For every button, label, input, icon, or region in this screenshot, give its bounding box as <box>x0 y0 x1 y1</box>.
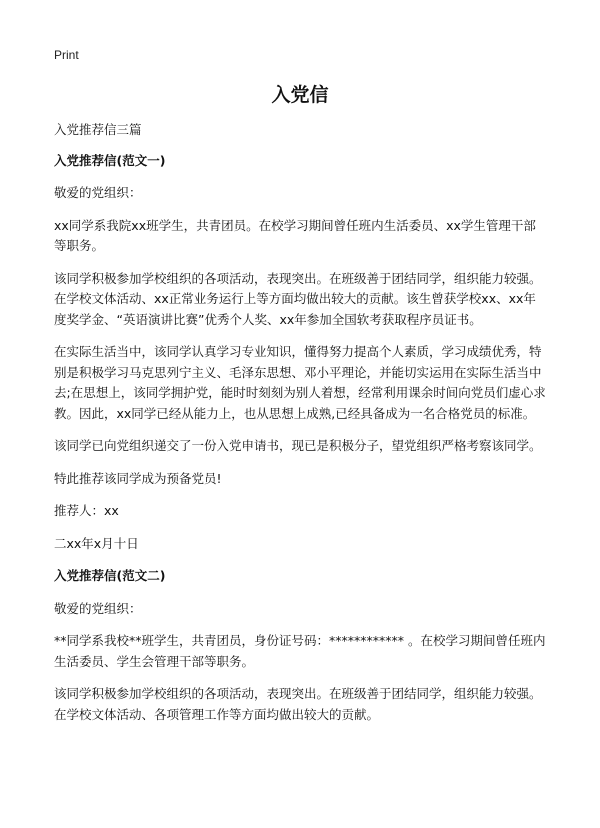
recommender-line: 推荐人：xx <box>54 503 119 518</box>
paragraph: 该同学积极参加学校组织的各项活动，表现突出。在班级善于团结同学，组织能力较强。在学校文体活动、xx正常业务运行上等方面均做出较大的贡献。该生曾获学校xx、xx年度奖学金、“英语演讲比赛”优秀个人奖、xx年参加全国软考获取程序员证书。 <box>54 270 542 327</box>
paragraph: 该同学已向党组织递交了一份入党申请书，现已是积极分子，望党组织严格考察该同学。 <box>54 438 542 453</box>
salutation-2: 敬爱的党组织： <box>54 600 142 616</box>
date-line: 二xx年x月十日 <box>54 535 139 551</box>
print-link[interactable]: Print <box>54 48 79 62</box>
paragraph: 该同学积极参加学校组织的各项活动，表现突出。在班级善于团结同学，组织能力较强。在学校文体活动、各项管理工作等方面均做出较大的贡献。 <box>54 686 542 722</box>
document-subtitle: 入党推荐信三篇 <box>54 122 142 137</box>
document-body <box>54 120 546 737</box>
paragraph: **同学系我校**班学生，共青团员，身份证号码：************ 。在校学习期间曾任班内生活委员、学生会管理干部等职务。 <box>54 633 546 669</box>
paragraph: 在实际生活当中，该同学认真学习专业知识，懂得努力提高个人素质，学习成绩优秀，特别是积极学习马克思列宁主义、毛泽东思想、邓小平理论，并能切实运用在实际生活当中去;在思想上，该同学拥护党，能时时刻刻为别人着想，经常利用课余时间向党员们虚心求教。因此，xx同学已经从能力上，也从思想上成熟,已经具备成为一名合格党员的标准。 <box>54 344 546 421</box>
page-title: 入党信 <box>271 84 329 106</box>
section-heading-1: 入党推荐信(范文一) <box>54 152 166 168</box>
paragraph: 特此推荐该同学成为预备党员! <box>54 470 222 486</box>
paragraph: xx同学系我院xx班学生，共青团员。在校学习期间曾任班内生活委员、xx学生管理干部等职务。 <box>54 217 536 253</box>
salutation-1: 敬爱的党组织： <box>54 185 142 200</box>
section-heading-2: 入党推荐信(范文二) <box>54 568 166 583</box>
